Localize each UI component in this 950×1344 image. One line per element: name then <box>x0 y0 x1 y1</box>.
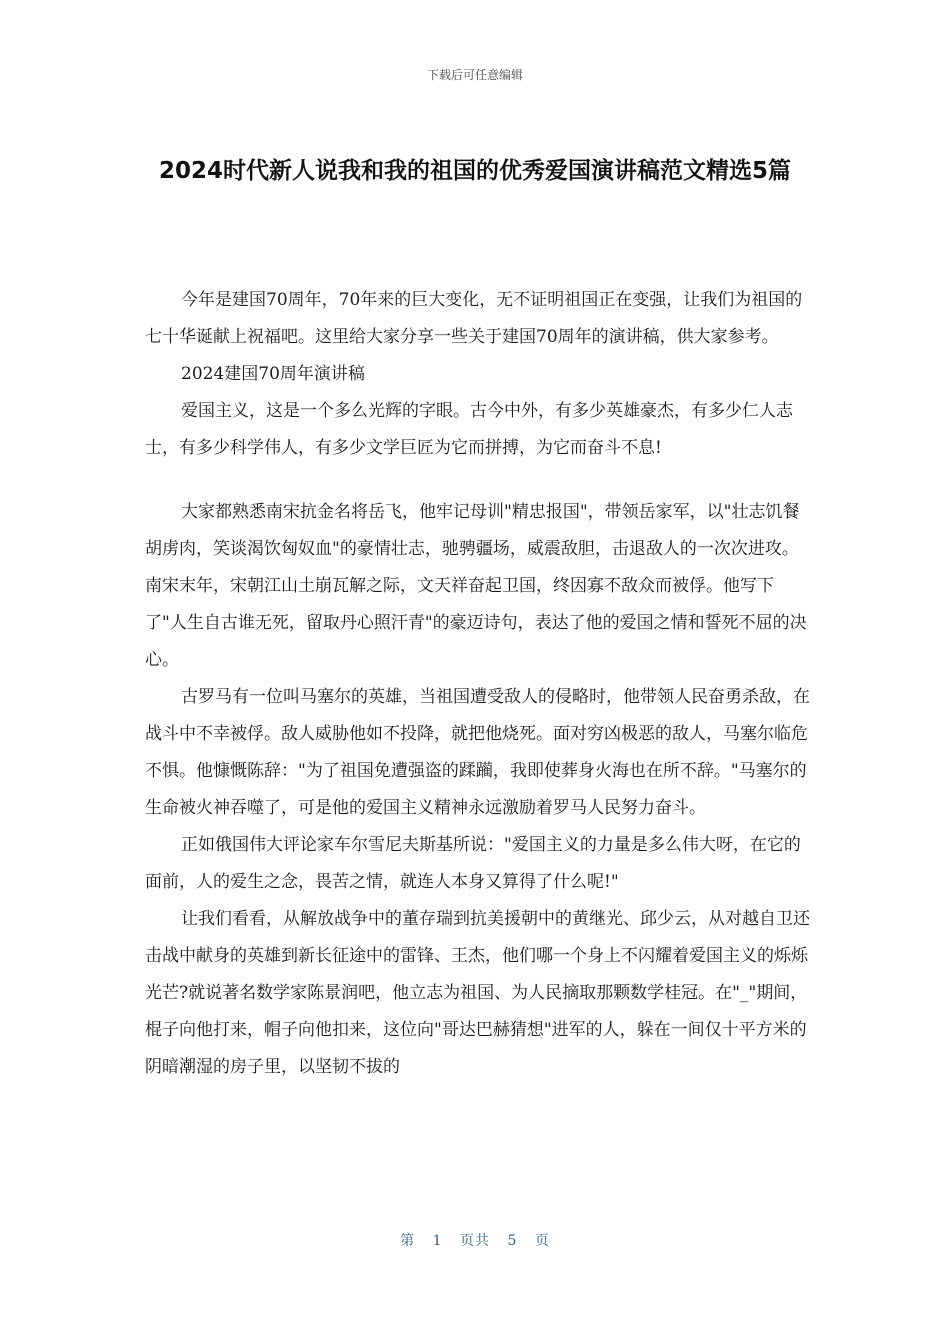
document-title: 2024时代新人说我和我的祖国的优秀爱国演讲稿范文精选5篇 <box>158 158 792 184</box>
paragraph: 正如俄国伟大评论家车尔雪尼夫斯基所说："爱国主义的力量是多么伟大呀，在它的面前，人的爱生之念，畏苦之情，就连人本身又算得了什么呢!" <box>145 835 801 892</box>
footer-current-page: 1 <box>432 1233 443 1249</box>
paragraph: 古罗马有一位叫马塞尔的英雄，当祖国遭受敌人的侵略时，他带领人民奋勇杀敌，在战斗中不幸被俘。敌人威胁他如不投降，就把他烧死。面对穷凶极恶的敌人，马塞尔临危不惧。他慷慨陈辞："为了祖国免遭强盗的蹂躏，我即使葬身火海也在所不辞。"马塞尔的生命被火神吞噬了，可是他的爱国主义精神永远激励着罗马人民努力奋斗。 <box>145 687 810 818</box>
paragraph-subtitle: 2024建国70周年演讲稿 <box>181 364 365 384</box>
paragraph: 爱国主义，这是一个多么光辉的字眼。古今中外，有多少英雄豪杰，有多少仁人志士，有多少科学伟人，有多少文学巨匠为它而拼搏，为它而奋斗不息! <box>145 401 793 458</box>
footer-total-pages: 5 <box>507 1233 518 1249</box>
footer-prefix: 第 <box>400 1233 416 1249</box>
header-note: 下载后可任意编辑 <box>426 68 523 82</box>
footer-suffix: 页 <box>534 1233 550 1249</box>
document-body <box>145 282 813 1086</box>
paragraph-intro: 今年是建国70周年，70年来的巨大变化，无不证明祖国正在变强，让我们为祖国的七十华诞献上祝福吧。这里给大家分享一些关于建国70周年的演讲稿，供大家参考。 <box>145 290 803 347</box>
paragraph: 让我们看看，从解放战争中的董存瑞到抗美援朝中的黄继光、邱少云，从对越自卫还击战中献身的英雄到新长征途中的雷锋、王杰，他们哪一个身上不闪耀着爱国主义的烁烁光芒?就说著名数学家陈景润吧，他立志为祖国、为人民摘取那颗数学桂冠。在"_"期间，棍子向他打来，帽子向他扣来，这位向"哥达巴赫猜想"进军的人，躲在一间仅十平方米的阴暗潮湿的房子里，以坚韧不拔的 <box>145 909 810 1077</box>
footer-middle: 页共 <box>460 1233 490 1249</box>
page-footer <box>0 1230 950 1250</box>
paragraph: 大家都熟悉南宋抗金名将岳飞，他牢记母训"精忠报国"，带领岳家军，以"壮志饥餐胡虏肉，笑谈渴饮匈奴血"的豪情壮志，驰骋疆场，威震敌胆，击退敌人的一次次进攻。南宋末年，宋朝江山土崩瓦解之际，文天祥奋起卫国，终因寡不敌众而被俘。他写下了"人生自古谁无死，留取丹心照汗青"的豪迈诗句，表达了他的爱国之情和誓死不屈的决心。 <box>145 502 807 670</box>
